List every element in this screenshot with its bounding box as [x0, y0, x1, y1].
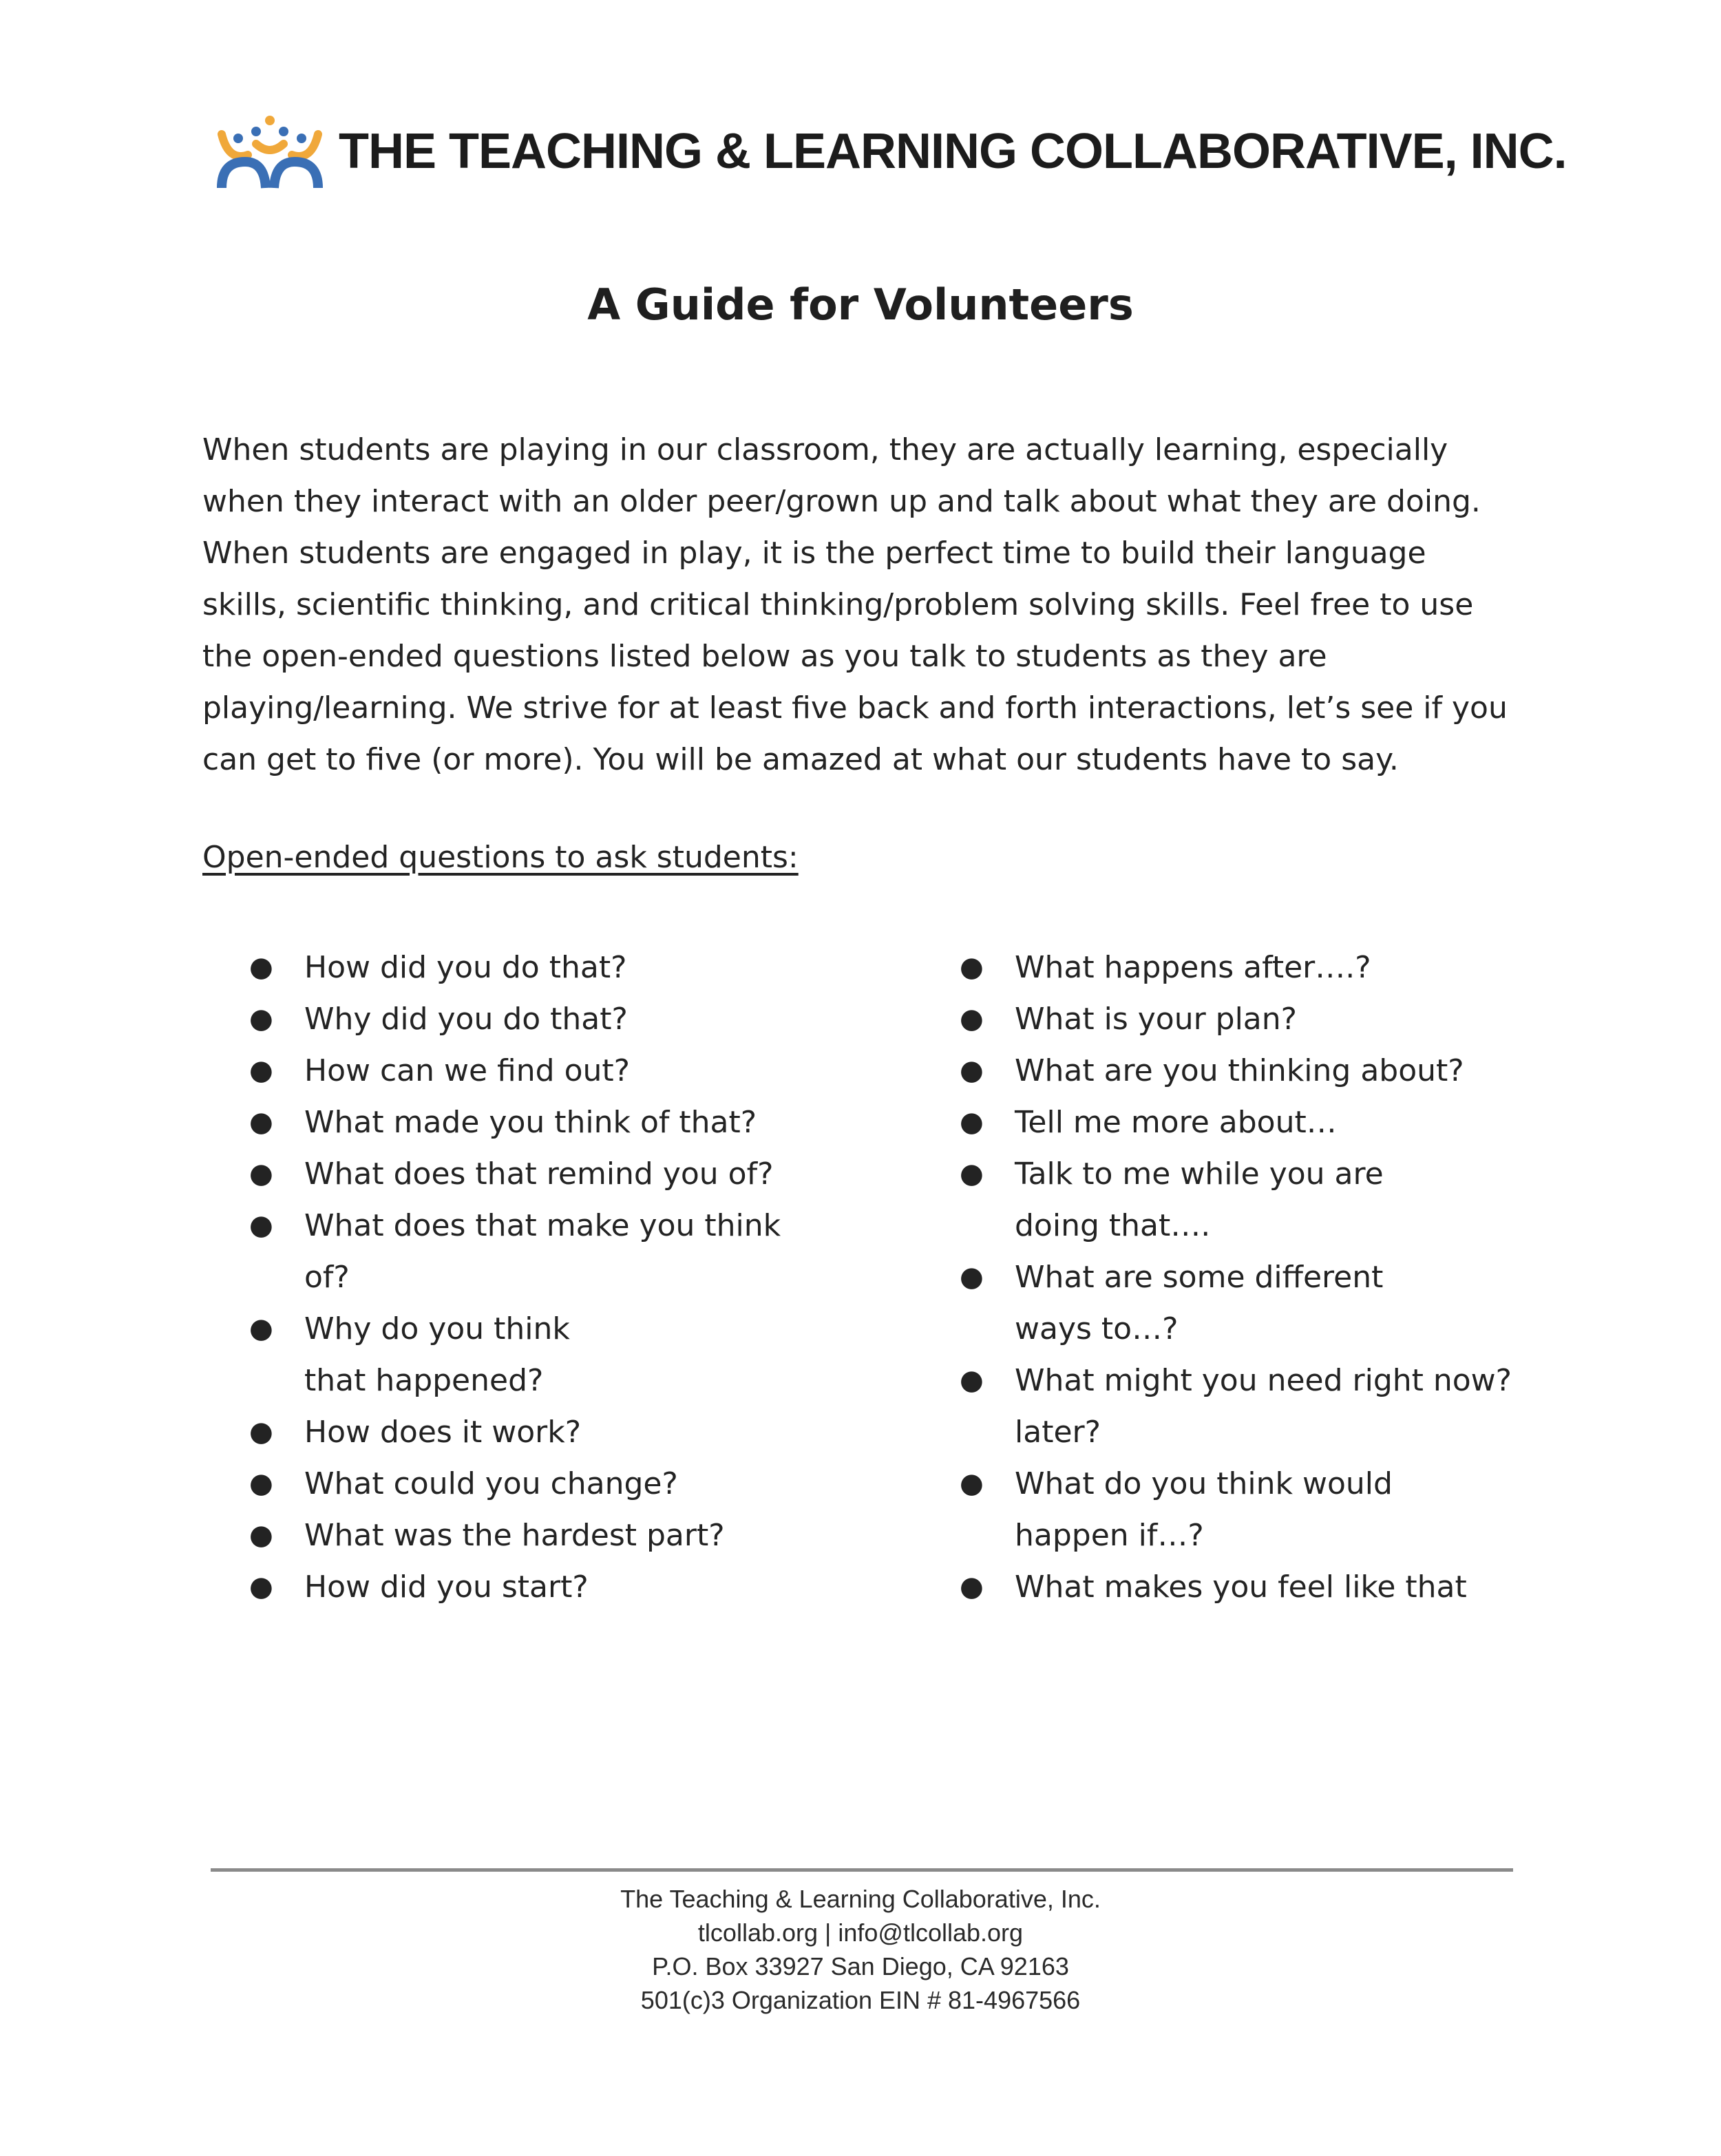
bullet-icon: ● [960, 1003, 984, 1035]
letterhead [215, 110, 1567, 193]
bullet-icon: ● [960, 1571, 984, 1603]
bullet-icon: ● [249, 1468, 273, 1499]
list-item [249, 1561, 834, 1613]
question-text: What happens after….? [1015, 950, 1371, 985]
bullet-icon: ● [249, 951, 273, 983]
list-item [249, 942, 834, 993]
bullet-icon: ● [249, 1106, 273, 1138]
question-text: What are you thinking about? [1015, 1053, 1464, 1088]
question-text: How did you start? [304, 1570, 589, 1605]
question-text: Why did you do that? [304, 1002, 628, 1037]
question-text: What was the hardest part? [304, 1518, 725, 1553]
question-text: What might you need right now? later? [1015, 1363, 1512, 1450]
footer-contact: tlcollab.org | info@tlcollab.org [697, 1919, 1024, 1947]
footer-ein: 501(c)3 Organization EIN # 81-4967566 [640, 1986, 1081, 2014]
question-text: What made you think of that? [304, 1105, 757, 1140]
question-text: Tell me more about… [1015, 1105, 1337, 1140]
list-item [960, 1561, 1552, 1613]
list-item [249, 1303, 834, 1406]
list-item [960, 1097, 1552, 1148]
list-item [249, 993, 834, 1045]
bullet-icon: ● [249, 1519, 273, 1551]
footer-divider [211, 1868, 1513, 1872]
list-item [960, 1045, 1552, 1097]
intro-line: can get to five (or more). You will be amazed at what our students have to say. [202, 742, 1399, 777]
intro-line: when they interact with an older peer/grown up and talk about what they are doing. [202, 484, 1481, 519]
bullet-icon: ● [249, 1158, 273, 1190]
list-item [960, 1355, 1552, 1458]
bullet-icon: ● [249, 1313, 273, 1344]
bullet-icon: ● [960, 1261, 984, 1293]
footer-org-name: The Teaching & Learning Collaborative, Inc. [620, 1885, 1101, 1913]
questions-list-left [249, 942, 834, 1613]
footer [0, 1882, 1721, 2017]
question-text: What could you change? [304, 1466, 678, 1501]
bullet-icon: ● [249, 1003, 273, 1035]
list-item [249, 1148, 834, 1200]
organization-name: THE TEACHING & LEARNING COLLABORATIVE, INC. [339, 124, 1567, 179]
bullet-icon: ● [249, 1416, 273, 1448]
bullet-icon: ● [249, 1209, 273, 1241]
question-text: How does it work? [304, 1415, 582, 1450]
question-text: What does that make you think of? [304, 1208, 781, 1295]
question-text: What is your plan? [1015, 1002, 1298, 1037]
question-text: Why do you think that happened? [304, 1311, 570, 1398]
list-item [960, 1251, 1552, 1355]
intro-line: skills, scientific thinking, and critical thinking/problem solving skills. Feel free to use [202, 587, 1474, 622]
question-text: How did you do that? [304, 950, 627, 985]
question-text: What do you think would happen if…? [1015, 1466, 1393, 1553]
list-item [960, 993, 1552, 1045]
question-text: What does that remind you of? [304, 1156, 774, 1192]
list-item [249, 1510, 834, 1561]
question-text: Talk to me while you are doing that…. [1015, 1156, 1384, 1243]
list-item [249, 1458, 834, 1510]
bullet-icon: ● [960, 1364, 984, 1396]
list-item [249, 1097, 834, 1148]
list-item [249, 1200, 834, 1303]
bullet-icon: ● [249, 1571, 273, 1603]
intro-line: playing/learning. We strive for at least five back and forth interactions, let’s see if you [202, 690, 1508, 726]
list-item [960, 1458, 1552, 1561]
footer-address: P.O. Box 33927 San Diego, CA 92163 [652, 1952, 1069, 1980]
bullet-icon: ● [960, 1055, 984, 1086]
questions-list-right [960, 942, 1552, 1613]
bullet-icon: ● [249, 1055, 273, 1086]
question-text: How can we find out? [304, 1053, 630, 1088]
intro-paragraph [202, 424, 1545, 785]
question-text: What makes you feel like that [1015, 1570, 1467, 1605]
bullet-icon: ● [960, 951, 984, 983]
list-item [249, 1045, 834, 1097]
question-text: What are some different ways to…? [1015, 1260, 1384, 1346]
bullet-icon: ● [960, 1106, 984, 1138]
four-people-logo-icon [215, 114, 325, 189]
list-item [960, 1148, 1552, 1251]
page-title: A Guide for Volunteers [587, 279, 1134, 330]
intro-line: the open-ended questions listed below as you talk to students as they are [202, 639, 1327, 674]
bullet-icon: ● [960, 1468, 984, 1499]
list-item [249, 1406, 834, 1458]
intro-line: When students are engaged in play, it is the perfect time to build their language [202, 536, 1426, 571]
questions-heading: Open-ended questions to ask students: [202, 840, 799, 875]
bullet-icon: ● [960, 1158, 984, 1190]
intro-line: When students are playing in our classroom, they are actually learning, especially [202, 432, 1448, 467]
list-item [960, 942, 1552, 993]
